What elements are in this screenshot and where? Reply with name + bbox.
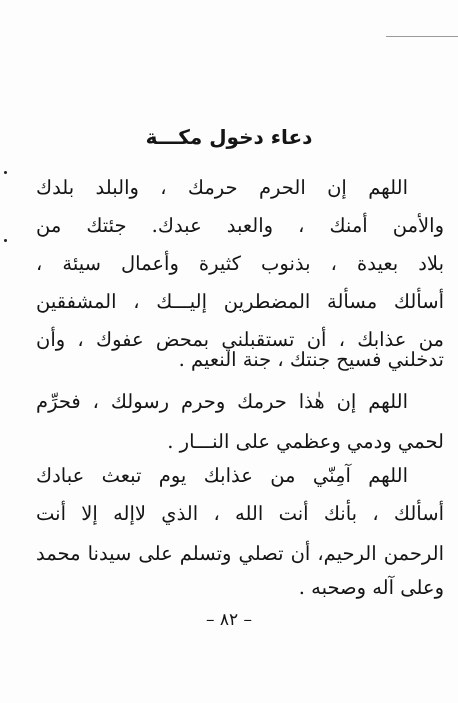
page-number: – ٨٢ – [205,610,253,630]
text-line: لحمي ودمي وعظمي على النـــار . [167,430,444,453]
text-line: الرحمن الرحيم، أن تصلي وتسلم على سيدنا محمد [36,542,444,565]
margin-mark [4,239,7,242]
text-line: والأمن أمنك ، والعبد عبدك. جئتك من [36,214,444,237]
text-line: أسألك مسألة المضطرين إليـــك ، المشفقين [36,290,444,313]
text-line: تدخلني فسيح جنتك ، جنة النعيم . [178,348,444,371]
text-line: اللهم إن الحرم حرمك ، والبلد بلدك [36,176,408,199]
text-line: أسألك ، بأنك أنت الله ، الذي لاإله إلا أنت [36,502,444,525]
text-line: وعلى آله وصحبه . [298,576,444,599]
margin-mark [4,171,7,174]
top-rule [386,36,458,37]
text-line: اللهم إن هٰذا حرمك وحرم رسولك ، فحرِّم [36,390,408,413]
page-title: دعاء دخول مكـــة [145,125,313,149]
text-line: اللهم آمِنّي من عذابك يوم تبعث عبادك [36,464,408,487]
text-line: بلاد بعيدة ، بذنوب كثيرة وأعمال سيئة ، [36,252,444,275]
text-line: من عذابك ، أن تستقبلني بمحض عفوك ، وأن [36,328,444,351]
